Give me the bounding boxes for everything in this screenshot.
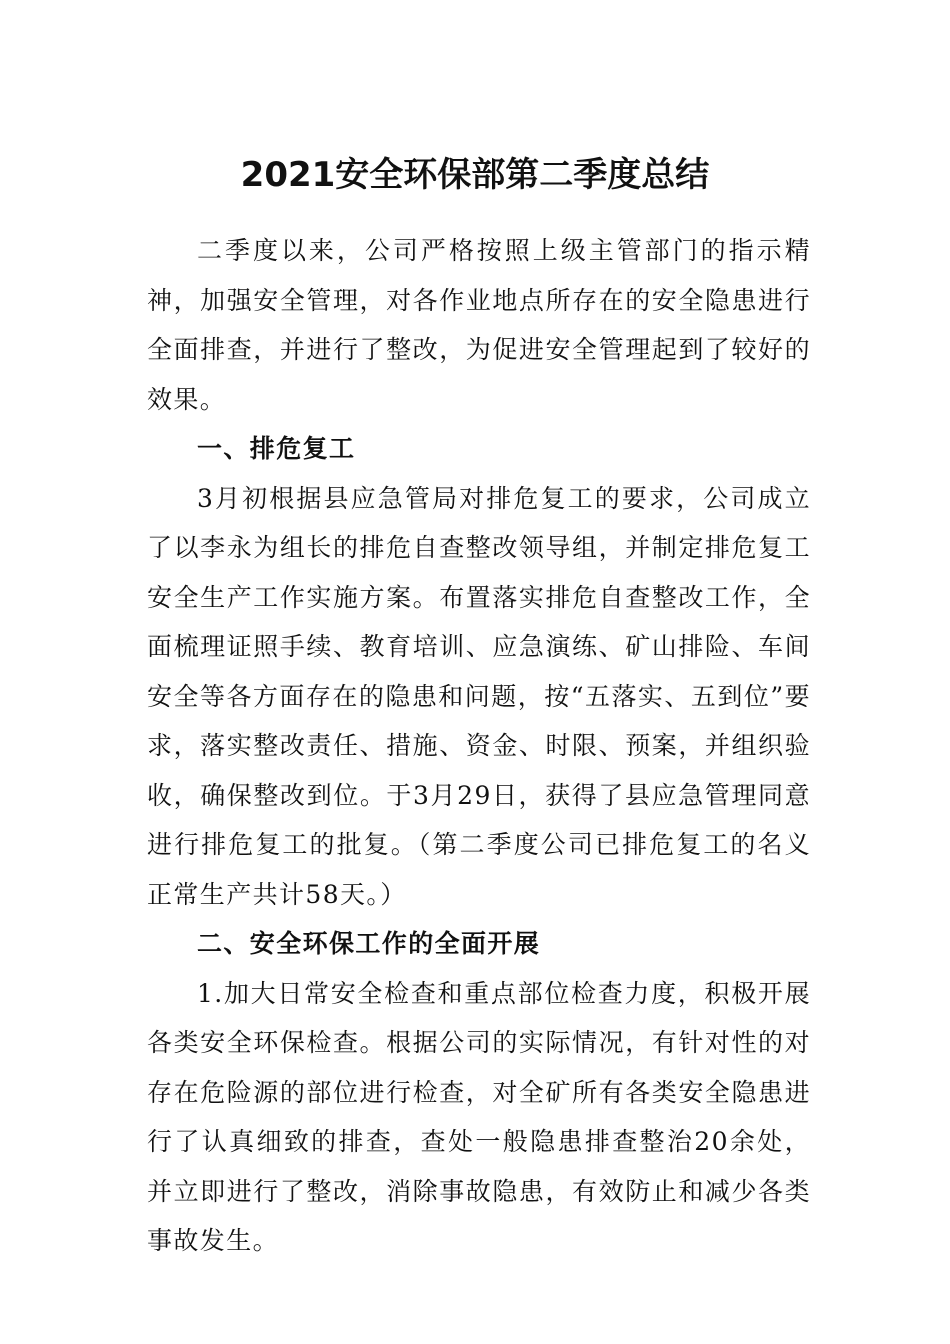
intro-paragraph: 二季度以来，公司严格按照上级主管部门的指示精神，加强安全管理，对各作业地点所存在的安全隐患进行全面排查，并进行了整改，为促进安全管理起到了较好的效果。: [147, 236, 811, 414]
document-title: 2021安全环保部第二季度总结: [240, 154, 710, 195]
document-body: [147, 226, 811, 1266]
section-2-paragraph: 1.加大日常安全检查和重点部位检查力度，积极开展各类安全环保检查。根据公司的实际情况，有针对性的对存在危险源的部位进行检查，对全矿所有各类安全隐患进行了认真细致的排查，查处一般隐患排查整治20余处，并立即进行了整改，消除事故隐患，有效防止和减少各类事故发生。: [147, 978, 811, 1255]
section-1-paragraph: 3月初根据县应急管局对排危复工的要求，公司成立了以李永为组长的排危自查整改领导组，并制定排危复工安全生产工作实施方案。布置落实排危自查整改工作，全面梳理证照手续、教育培训、应急演练、矿山排险、车间安全等各方面存在的隐患和问题，按“五落实、五到位”要求，落实整改责任、措施、资金、时限、预案，并组织验收，确保整改到位。于3月29日，获得了县应急管理同意进行排危复工的批复。（第二季度公司已排危复工的名义正常生产共计58天。）: [147, 483, 811, 909]
section-1-heading: 一、排危复工: [197, 434, 356, 463]
section-2-heading: 二、安全环保工作的全面开展: [197, 929, 541, 958]
